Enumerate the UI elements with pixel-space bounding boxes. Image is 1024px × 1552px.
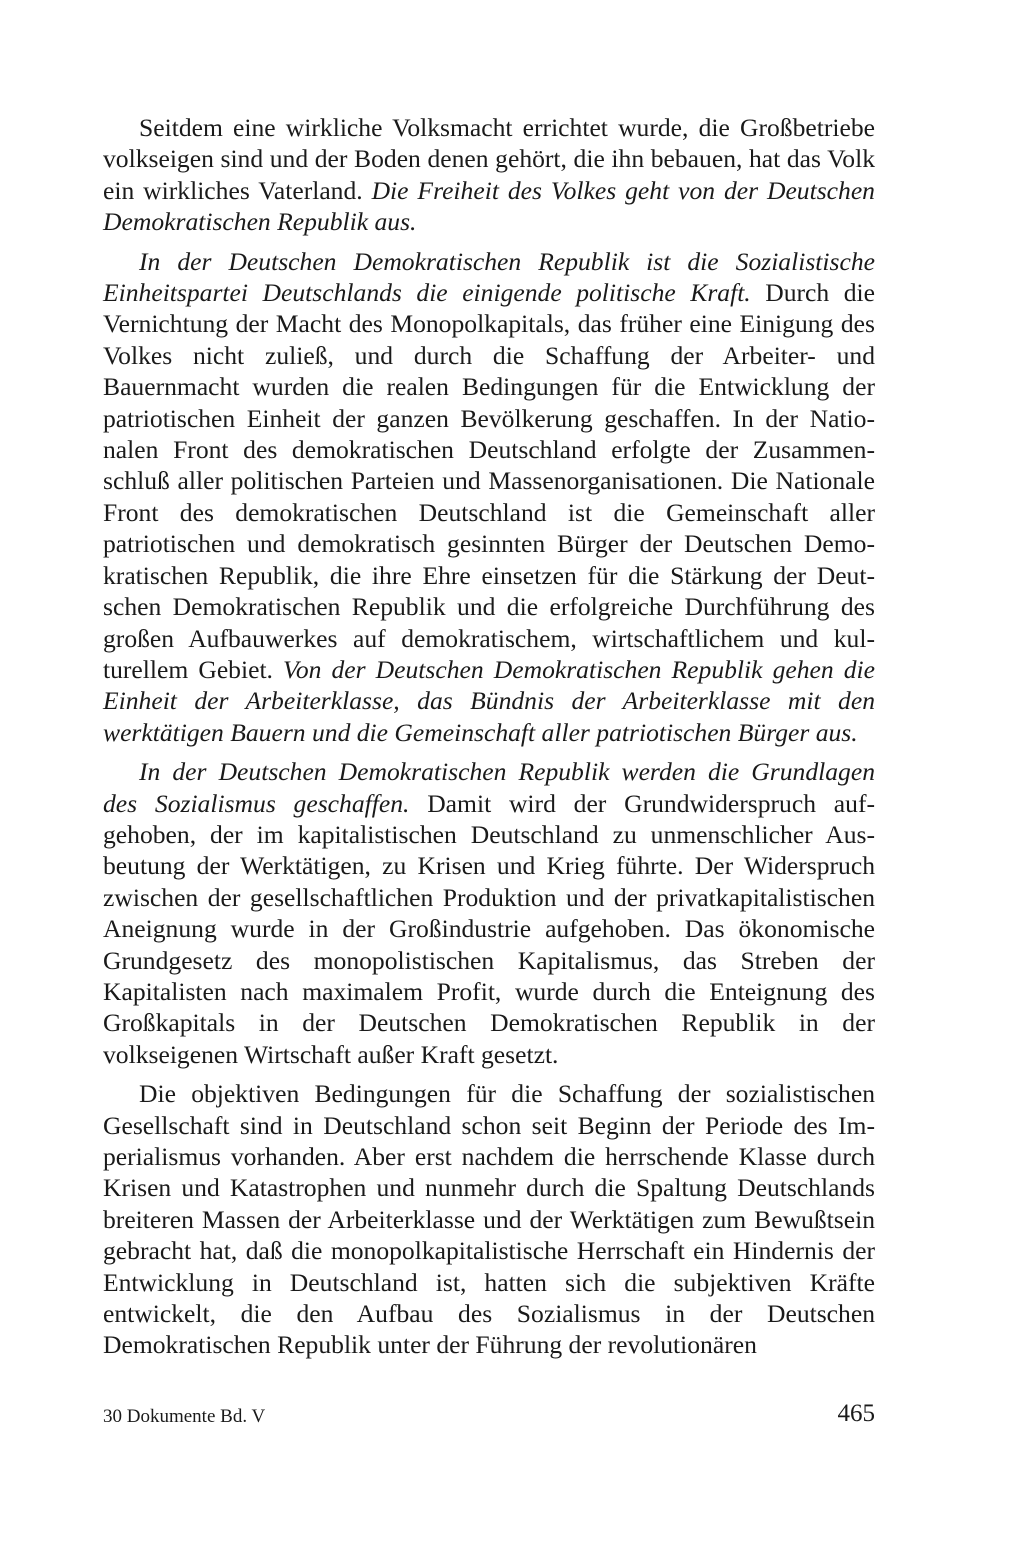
- page-number: 465: [837, 1400, 875, 1427]
- paragraph: [103, 756, 875, 1070]
- paragraph: [103, 246, 875, 749]
- emphasized-text: Von der Deutschen Demokratischen Republik gehen die Einheit der Arbeiterklasse, das Bündnis der Arbeiterklasse mit den werktätigen Bauern und die Gemeinschaft aller patriotischen Bürger aus.: [103, 654, 876, 747]
- paragraph: [103, 1078, 875, 1361]
- emphasized-text: In der Deutschen Demokratischen Republik werden die Grundlagen des Sozialismus geschaffen.: [103, 757, 875, 818]
- printer-signature: 30 Dokumente Bd. V: [103, 1406, 266, 1427]
- body-text: [103, 112, 875, 1369]
- text-run: Durch die Vernichtung der Macht des Monopolkapitals, das früher eine Einigung des Volkes nicht zuließ, und durch die Schaffung der Arbeiter- und Bauernmacht wurden die realen Bedingungen für die Entwicklung der patriotischen Einheit der ganzen Bevölkerung geschaffen. In der Nationalen Front des demokratischen Deutschland erfolgte der Zusammenschluß aller politischen Parteien und Massenorganisationen. Die Nationale Front des demokratischen Deutschland ist die Gemeinschaft aller patriotischen und demokratisch gesinnten Bürger der Deutschen Demokratischen Republik, die ihre Ehre einsetzen für die Stärkung der Deutschen Demokratischen Republik und die erfolgreiche Durchführung des großen Aufbauwerkes auf demokratischem, wirtschaftlichem und kulturellem Gebiet.: [103, 278, 875, 684]
- emphasized-text: In der Deutschen Demokratischen Republik ist die Sozialistische Einheitspartei Deutschlands die einigende politische Kraft.: [103, 246, 875, 308]
- text-run: Die objektiven Bedingungen für die Schaffung der sozialistischen Gesellschaft sind in Deutschland schon seit Beginn der Periode des Imperialismus vorhanden. Aber erst nachdem die herrschende Klasse durch Krisen und Katastrophen und nunmehr durch die Spaltung Deutschlands breiteren Massen der Arbeiterklasse und der Werktätigen zum Bewußtsein gebracht hat, daß die monopolkapitalistische Herrschaft ein Hindernis der Entwicklung in Deutschland ist, hatten sich die subjektiven Kräfte entwickelt, die den Aufbau des Sozialismus in der Deutschen Demokratischen Republik unter der Führung der revolutionären: [103, 1079, 875, 1360]
- paragraph: [103, 112, 875, 238]
- text-run: Damit wird der Grundwiderspruch aufgehoben, der im kapitalistischen Deutschland zu unmenschlicher Ausbeutung der Werktätigen, zu Krisen und Krieg führte. Der Widerspruch zwischen der gesellschaftlichen Produktion und der privatkapitalistischen Aneignung wurde in der Großindustrie aufgehoben. Das ökonomische Grundgesetz des monopolistischen Kapitalismus, das Streben der Kapitalisten nach maximalem Profit, wurde durch die Enteignung des Großkapitals in der Deutschen Demokratischen Republik in der volkseigenen Wirtschaft außer Kraft gesetzt.: [103, 788, 876, 1069]
- emphasized-text: Die Freiheit des Volkes geht von der Deutschen Demokratischen Republik aus.: [103, 175, 875, 237]
- text-run: Seitdem eine wirkliche Volksmacht errichtet wurde, die Großbetriebe volkseigen sind und der Boden denen gehört, die ihn bebauen, hat das Volk ein wirkliches Vaterland.: [103, 113, 875, 205]
